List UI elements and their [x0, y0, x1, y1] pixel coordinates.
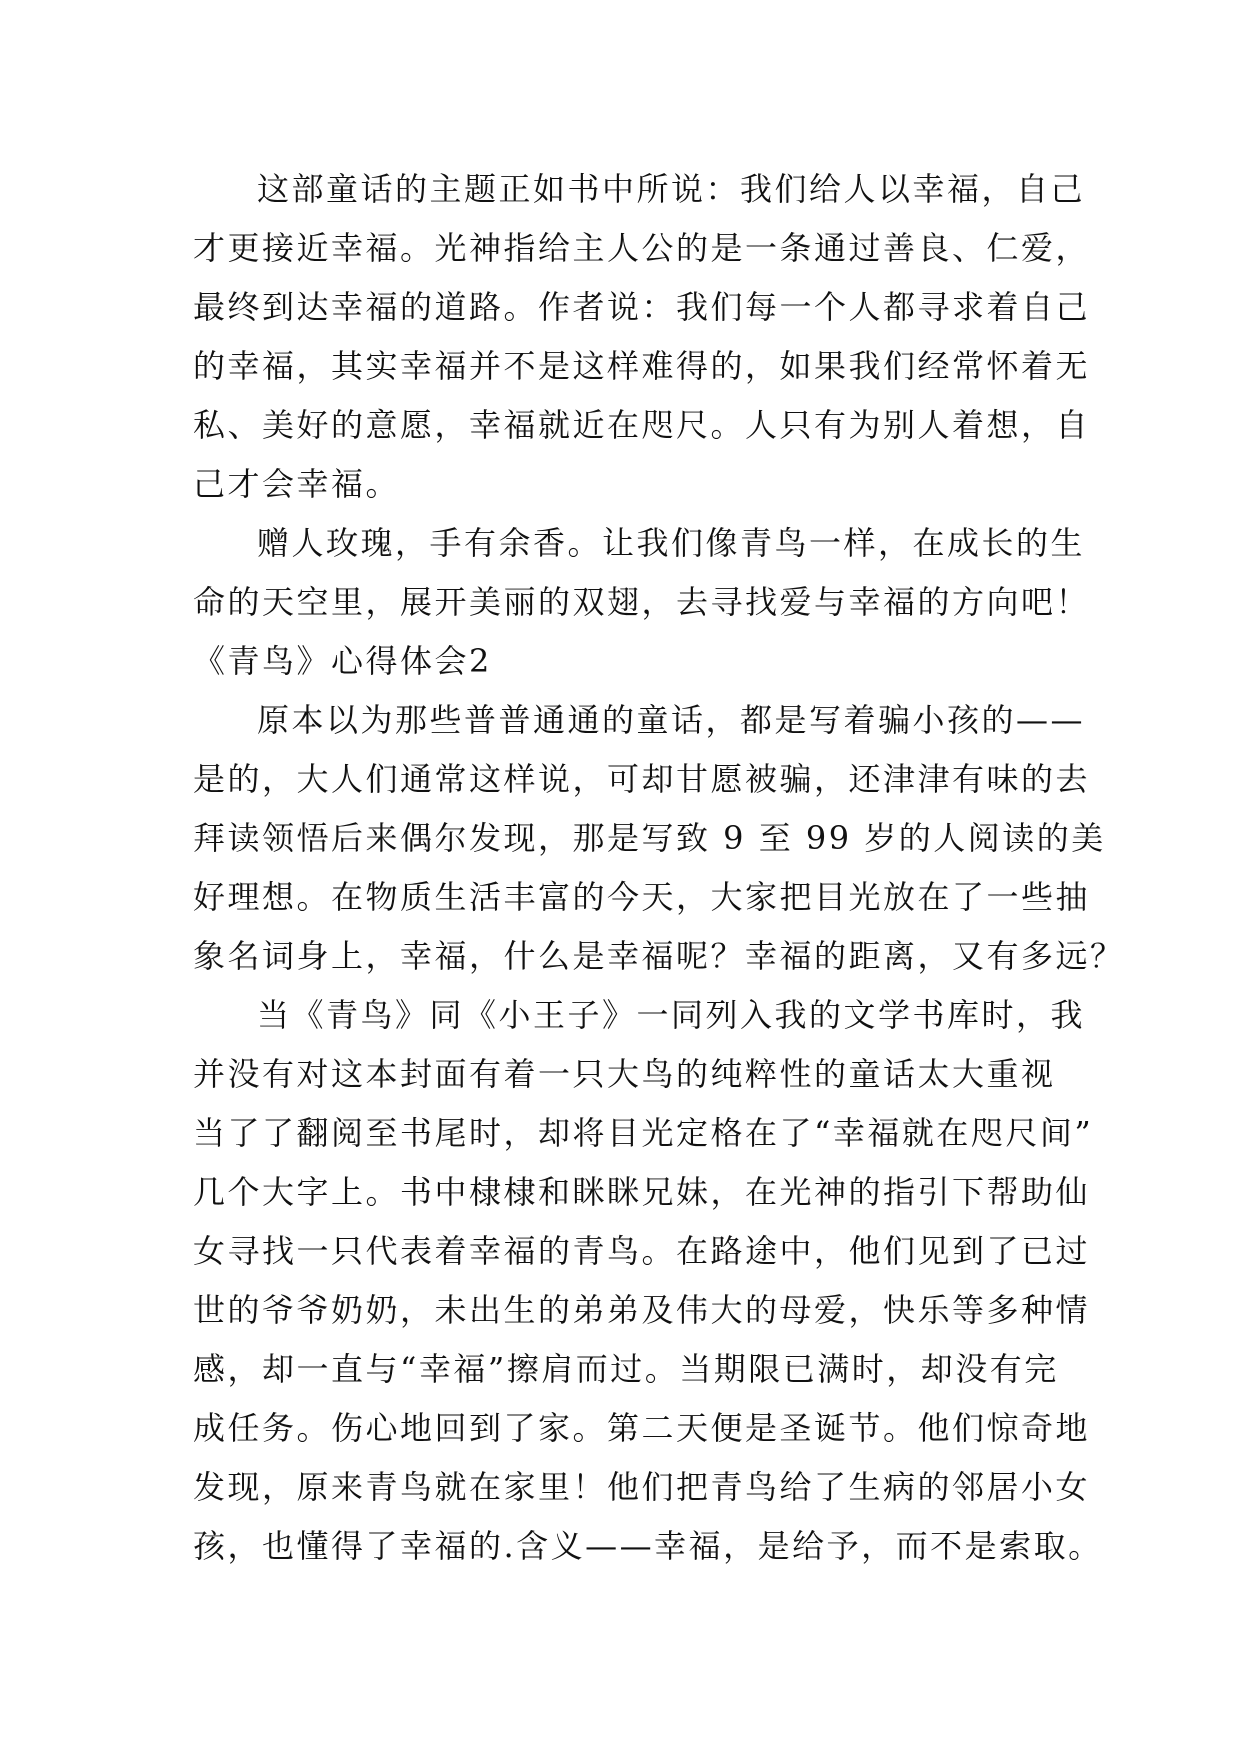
paragraph-bluebird-story — [193, 986, 1103, 1576]
text-line: 当《青鸟》同《小王子》一同列入我的文学书库时，我 — [257, 996, 1086, 1034]
text-line: 己才会幸福。 — [193, 465, 401, 503]
text-line: 赠人玫瑰，手有余香。让我们像青鸟一样，在成长的生 — [257, 524, 1086, 562]
text-line: 最终到达幸福的道路。作者说：我们每一个人都寻求着自己 — [193, 288, 1091, 326]
text-line: 私、美好的意愿，幸福就近在咫尺。人只有为别人着想，自 — [193, 406, 1091, 444]
text-line: 才更接近幸福。光神指给主人公的是一条通过善良、仁爱， — [193, 229, 1091, 267]
document-body — [193, 160, 1125, 1576]
text-line: 命的天空里，展开美丽的双翅，去寻找爱与幸福的方向吧！ — [193, 583, 1091, 621]
paragraph-fairytale — [193, 691, 1125, 986]
text-line: 成任务。伤心地回到了家。第二天便是圣诞节。他们惊奇地 — [193, 1409, 1091, 1447]
text-line: 拜读领悟后来偶尔发现，那是写致 9 至 99 岁的人阅读的美 — [193, 819, 1106, 857]
text-line: 孩，也懂得了幸福的.含义——幸福，是给予，而不是索取。 — [193, 1527, 1103, 1565]
paragraph-roses — [193, 514, 1091, 632]
text-line: 这部童话的主题正如书中所说：我们给人以幸福，自己 — [257, 170, 1086, 208]
text-line: 的幸福，其实幸福并不是这样难得的，如果我们经常怀着无 — [193, 347, 1091, 385]
text-line: 并没有对这本封面有着一只大鸟的纯粹性的童话太大重视 — [193, 1055, 1056, 1093]
paragraph-theme — [193, 160, 1091, 514]
text-line: 当了了翻阅至书尾时，却将目光定格在了“幸福就在咫尺间” — [193, 1114, 1094, 1152]
text-line: 好理想。在物质生活丰富的今天，大家把目光放在了一些抽 — [193, 878, 1091, 916]
section-heading: 《青鸟》心得体会2 — [193, 642, 492, 680]
text-line: 是的，大人们通常这样说，可却甘愿被骗，还津津有味的去 — [193, 760, 1091, 798]
text-line: 发现，原来青鸟就在家里！他们把青鸟给了生病的邻居小女 — [193, 1468, 1091, 1506]
text-line: 女寻找一只代表着幸福的青鸟。在路途中，他们见到了已过 — [193, 1232, 1091, 1270]
text-line: 感，却一直与“幸福”擦肩而过。当期限已满时，却没有完 — [193, 1350, 1059, 1388]
text-line: 几个大字上。书中棣棣和眯眯兄妹，在光神的指引下帮助仙 — [193, 1173, 1091, 1211]
text-line: 世的爷爷奶奶，未出生的弟弟及伟大的母爱，快乐等多种情 — [193, 1291, 1091, 1329]
text-line: 原本以为那些普普通通的童话，都是写着骗小孩的—— — [257, 701, 1086, 739]
text-line: 象名词身上，幸福，什么是幸福呢？幸福的距离，又有多远？ — [193, 937, 1125, 975]
